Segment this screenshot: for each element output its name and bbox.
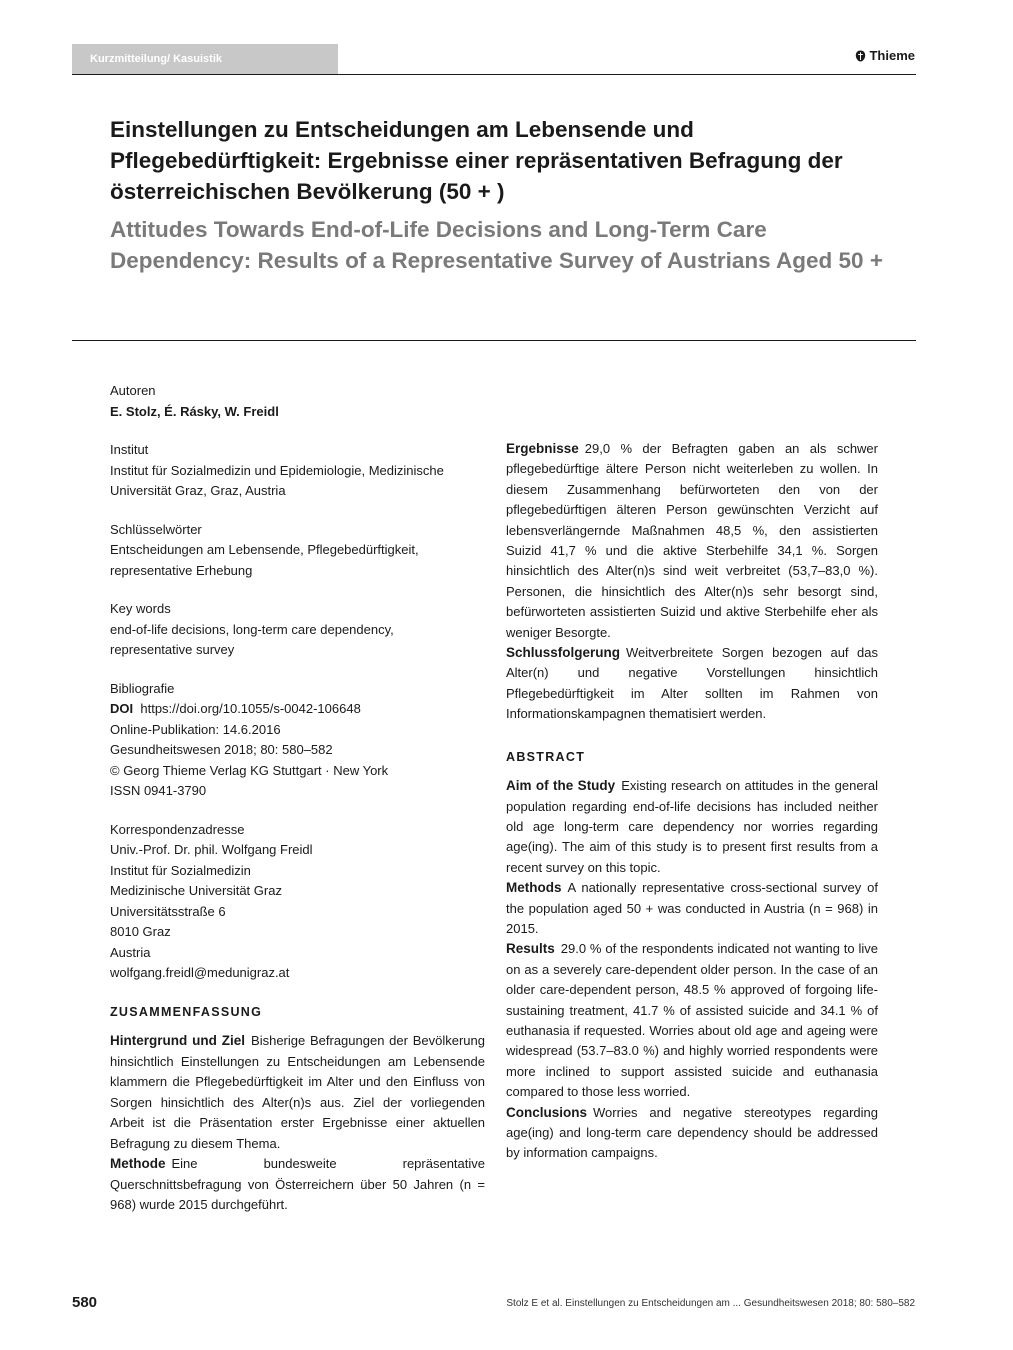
publisher-logo: [855, 48, 915, 63]
correspondence-line: Institut für Sozialmedizin: [110, 862, 251, 878]
ergebnisse-label: Ergebnisse: [506, 441, 579, 456]
institute: Institut für Sozialmedizin und Epidemiologie, Medizinische Universität Graz, Graz, Austria: [110, 462, 444, 498]
methode-label: Methode: [110, 1156, 166, 1171]
correspondence-line: 8010 Graz: [110, 924, 171, 939]
page-number: 580: [72, 1294, 98, 1311]
correspondence-label: Korrespondenzadresse: [110, 821, 245, 837]
keywords-de-block: [110, 520, 485, 582]
conclusions-text: Worries and negative stereotypes regarding age(ing) and long-term care dependency should be addressed by information campaigns.: [506, 1104, 878, 1161]
conclusions-label: Conclusions: [506, 1104, 588, 1120]
doi-link[interactable]: https://doi.org/10.1055/s-0042-106648: [140, 701, 361, 716]
ergebnisse-paragraph: [506, 439, 878, 643]
copyright: © Georg Thieme Verlag KG Stuttgart · New York: [110, 762, 389, 778]
methods-text: A nationally representative cross-sectional survey of the population aged 50 + was conducted in Austria (n = 968) in 2015.: [506, 880, 878, 936]
correspondence-block: [110, 820, 485, 984]
abstract-heading: ABSTRACT: [506, 749, 586, 764]
results-text: 29.0 % of the respondents indicated not wanting to live on as a severely care-dependent older person. In the case of an older care-dependent person, 48.5 % approved of forgoing life-sustaining treatment, 41.7 % of assisted suicide and 34.1 % of euthanasia if requested. Worries about old age and ageing were widespread (53.7–83.0 %) and highly worried respondents were more inclined to support assisted suicide and euthanasia compared to those less worried.: [506, 941, 878, 1100]
keywords-en-label: Key words: [110, 601, 171, 616]
doi-line: [110, 699, 485, 720]
authors-block: [110, 381, 485, 422]
keywords-en: end-of-life decisions, long-term care dependency, representative survey: [110, 621, 394, 657]
correspondence-email[interactable]: wolfgang.freidl@medunigraz.at: [110, 965, 290, 980]
schluss-paragraph: [506, 643, 878, 725]
institute-block: [110, 440, 485, 502]
right-column: [506, 439, 878, 1164]
journal-ref: Gesundheitswesen 2018; 80: 580–582: [110, 742, 333, 757]
schluss-text: Weitverbreitete Sorgen bezogen auf das Alter(n) und negative Vorstellungen hinsichtlich Pflegebedürftigkeit im Alter sollten im Rahmen von Informationskampagnen thematisiert werden.: [506, 645, 878, 722]
methods-paragraph: [506, 878, 878, 939]
hintergrund-paragraph: [110, 1031, 485, 1154]
title-rule: [72, 340, 916, 341]
correspondence-line: Austria: [110, 944, 151, 960]
institute-label: Institut: [110, 442, 149, 457]
methods-label: Methods: [506, 880, 562, 896]
keywords-en-block: [110, 599, 485, 661]
correspondence-line: Universitätsstraße 6: [110, 903, 226, 919]
section-label: Kurzmitteilung/ Kasuistik: [72, 44, 338, 74]
footer-citation: Stolz E et al. Einstellungen zu Entscheidungen am ... Gesundheitswesen 2018; 80: 580–582: [506, 1298, 915, 1309]
results-paragraph: [506, 939, 878, 1102]
conclusions-paragraph: [506, 1103, 878, 1164]
publisher-name: Thieme: [869, 48, 915, 63]
authors: E. Stolz, É. Rásky, W. Freidl: [110, 403, 279, 419]
left-column: [110, 381, 485, 1216]
bibliography-label: Bibliografie: [110, 680, 175, 696]
issn: ISSN 0941-3790: [110, 783, 207, 798]
methode-text: Eine bundesweite repräsentative Querschnittsbefragung von Österreichern über 50 Jahren (n = 968) wurde 2015 durchgeführt.: [110, 1156, 485, 1212]
keywords-de-label: Schlüsselwörter: [110, 521, 202, 537]
zusammenfassung-heading: ZUSAMMENFASSUNG: [110, 1004, 263, 1019]
methode-paragraph: [110, 1154, 485, 1216]
online-publication: Online-Publikation: 14.6.2016: [110, 721, 281, 737]
title-english: Attitudes Towards End-of-Life Decisions and Long-Term Care Dependency: Results of a Representative Survey of Austrians Aged 50 +: [110, 217, 883, 273]
correspondence-line: Univ.-Prof. Dr. phil. Wolfgang Freidl: [110, 842, 313, 857]
doi-label: DOI: [110, 701, 134, 716]
authors-label: Autoren: [110, 383, 156, 398]
aim-label: Aim of the Study: [506, 778, 616, 794]
bibliography-block: [110, 679, 485, 802]
aim-text: Existing research on attitudes in the general population regarding end-of-life decisions has included neither old age long-term care dependency nor worries regarding age(ing). The aim of this study is to present first results from a recent survey on this topic.: [506, 778, 878, 875]
results-label: Results: [506, 941, 555, 957]
schluss-label: Schlussfolgerung: [506, 645, 621, 661]
aim-paragraph: [506, 776, 878, 878]
hintergrund-label: Hintergrund und Ziel: [110, 1033, 246, 1048]
thieme-logo-icon: [855, 50, 866, 62]
correspondence-line: Medizinische Universität Graz: [110, 883, 282, 898]
title-german: Einstellungen zu Entscheidungen am Lebensende und Pflegebedürftigkeit: Ergebnisse einer repräsentativen Befragung der österreichischen Bevölkerung (50 + ): [110, 117, 843, 204]
hintergrund-text: Bisherige Befragungen der Bevölkerung hinsichtlich Einstellungen zu Entscheidungen am Lebensende klammern die Pflegebedürftigkeit im Alter und den Einfluss von Sorgen hinsichtlich des Alter(n)s aus. Ziel der vorliegenden Arbeit ist die Präsentation erster Ergebnisse einer aktuellen Befragung zu diesem Thema.: [110, 1033, 485, 1151]
header-rule: [72, 74, 916, 75]
keywords-de: Entscheidungen am Lebensende, Pflegebedürftigkeit, representative Erhebung: [110, 542, 419, 578]
ergebnisse-text: 29,0 % der Befragten gaben an als schwer pflegebedürftige ältere Person nicht weiterleben zu wollen. In diesem Zusammenhang befürworteten den von der pflegebedürftigen älteren Person gewünschten Verzicht auf lebensverlängernde Maßnahmen 48,5 %, den assistierten Suizid 41,7 % und die aktive Sterbehilfe 34,1 %. Sorgen hinsichtlich des Alter(n)s sind weit verbreitet (53,7–83,0 %). Personen, die hinsichtlich des Alter(n)s sehr besorgt sind, befürworteten assistierten Suizid und aktive Sterbehilfe eher als weniger Besorgte.: [506, 441, 878, 640]
